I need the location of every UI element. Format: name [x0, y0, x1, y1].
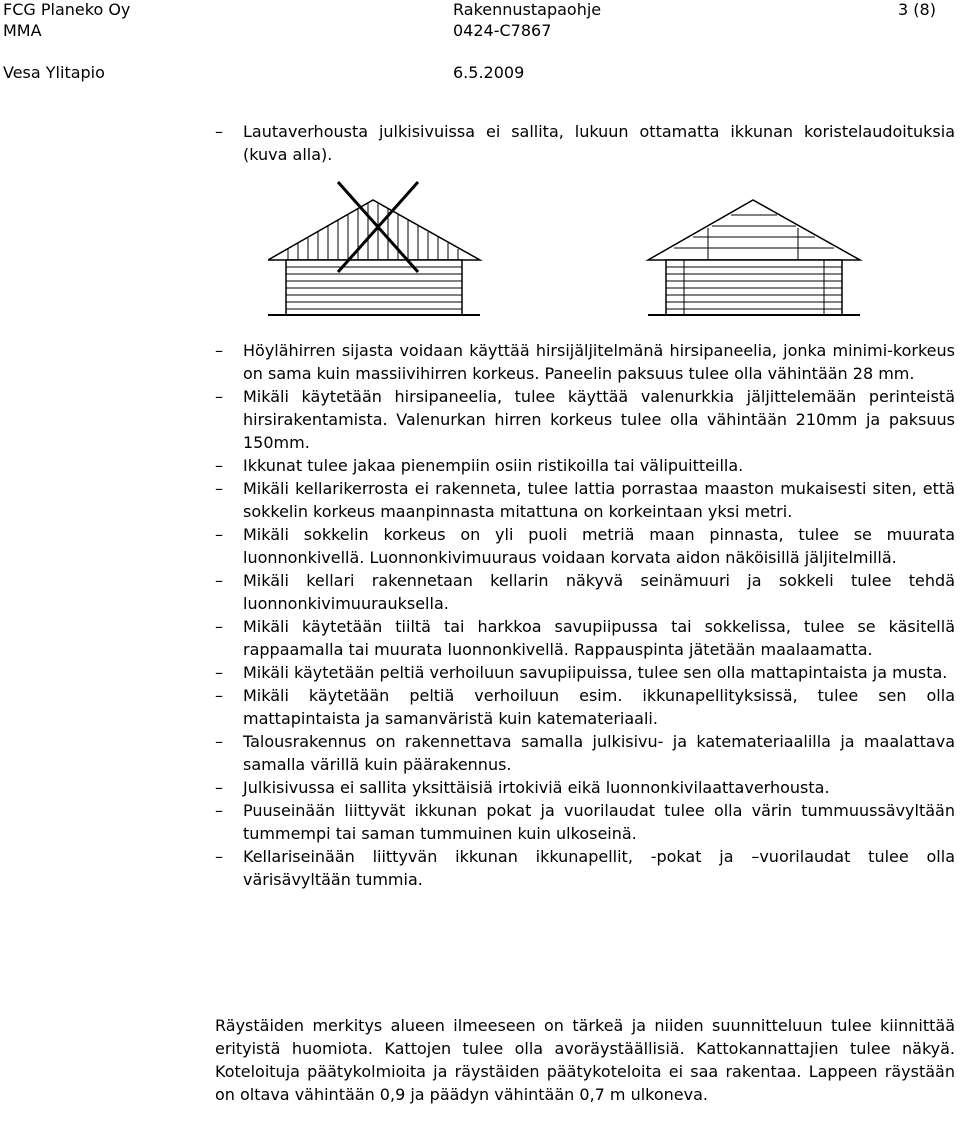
bullet-dash: –	[215, 801, 223, 820]
regulation-bullet	[215, 477, 955, 523]
header-doc-title: Rakennustapaohje	[453, 0, 602, 19]
regulation-bullet	[215, 523, 955, 569]
bullet-dash: –	[215, 571, 223, 590]
bullet-dash: –	[215, 122, 223, 141]
facade-illustration	[268, 180, 960, 325]
bullet-dash: –	[215, 525, 223, 544]
regulation-bullet-text: Talousrakennus on rakennettava samalla julkisivu- ja katemateriaalilla ja maalattava samalla värillä kuin päärakennus.	[243, 732, 955, 774]
regulation-bullet	[215, 339, 955, 385]
regulation-bullet-text: Mikäli kellari rakennetaan kellarin näkyvä seinämuuri ja sokkeli tulee tehdä luonnonkivimuurauksella.	[243, 571, 955, 613]
regulation-bullet-text: Mikäli kellarikerrosta ei rakenneta, tulee lattia porrastaa maaston mukaisesti siten, että sokkelin korkeus maanpinnasta mitattuna on korkeintaan yksi metri.	[243, 479, 955, 521]
regulation-bullet	[215, 661, 955, 684]
intro-bullet-text: Lautaverhousta julkisivuissa ei sallita, lukuun ottamatta ikkunan koristelaudoituksia (kuva alla).	[243, 122, 955, 164]
bullet-dash: –	[215, 686, 223, 705]
header-page-number: 3 (8)	[898, 0, 936, 19]
header-abbreviation: MMA	[3, 21, 42, 40]
facade-disallowed	[268, 182, 480, 315]
regulation-bullet	[215, 569, 955, 615]
bullet-dash: –	[215, 341, 223, 360]
bullet-dash: –	[215, 732, 223, 751]
bullet-dash: –	[215, 479, 223, 498]
regulation-bullet	[215, 799, 955, 845]
bullet-dash: –	[215, 663, 223, 682]
regulation-bullet-text: Mikäli käytetään hirsipaneelia, tulee käyttää valenurkkia jäljittelemään perinteistä hirsirakentamista. Valenurkan hirren korkeus tulee olla vähintään 210mm ja paksuus 150mm.	[243, 387, 955, 452]
regulation-bullet	[215, 454, 955, 477]
bullet-dash: –	[215, 387, 223, 406]
regulation-list	[215, 339, 955, 891]
regulation-bullet	[215, 776, 955, 799]
bullet-dash: –	[215, 456, 223, 475]
regulation-bullet	[215, 684, 955, 730]
regulation-bullet-text: Mikäli käytetään tiiltä tai harkkoa savupiipussa tai sokkelissa, tulee se käsitellä rappaamalla tai muurata luonnonkivellä. Rappauspinta jätetään maalaamatta.	[243, 617, 955, 659]
header-date: 6.5.2009	[453, 63, 525, 82]
regulation-bullet-text: Julkisivussa ei sallita yksittäisiä irtokiviä eikä luonnonkivilaattaverhousta.	[243, 778, 830, 797]
facade-allowed	[648, 200, 860, 315]
regulation-bullet	[215, 730, 955, 776]
intro-bullet	[215, 120, 955, 166]
regulation-bullet	[215, 385, 955, 454]
closing-paragraph: Räystäiden merkitys alueen ilmeeseen on tärkeä ja niiden suunnitteluun tulee kiinnittää erityistä huomiota. Kattojen tulee olla avoräystäällisiä. Kattokannattajien tulee näkyä. Koteloituja päätykolmioita ja räystäiden päätykoteloita ei saa rakentaa. Lappeen räystään on oltava vähintään 0,9 ja päädyn vähintään 0,7 m ulkoneva.	[215, 1016, 955, 1104]
regulation-bullet-text: Mikäli sokkelin korkeus on yli puoli metriä maan pinnasta, tulee se muurata luonnonkivellä. Luonnonkivimuuraus voidaan korvata aidon näköisillä jäljitelmillä.	[243, 525, 955, 567]
regulation-bullet	[215, 845, 955, 891]
regulation-bullet-text: Ikkunat tulee jakaa pienempiin osiin ristikoilla tai välipuitteilla.	[243, 456, 744, 475]
regulation-bullet-text: Puuseinään liittyvät ikkunan pokat ja vuorilaudat tulee olla värin tummuussävyltään tummempi tai saman tummuinen kuin ulkoseinä.	[243, 801, 955, 843]
header-company: FCG Planeko Oy	[3, 0, 131, 19]
regulation-bullet-text: Kellariseinään liittyvän ikkunan ikkunapellit, -pokat ja –vuorilaudat tulee olla värisävyltään tummia.	[243, 847, 955, 889]
regulation-bullet-text: Mikäli käytetään peltiä verhoiluun savupiipuissa, tulee sen olla mattapintaista ja musta.	[243, 663, 948, 682]
regulation-bullet	[215, 615, 955, 661]
header-doc-code: 0424-C7867	[453, 21, 552, 40]
regulation-bullet-text: Höylähirren sijasta voidaan käyttää hirsijäljitelmänä hirsipaneelia, jonka minimi-korkeus on sama kuin massiivihirren korkeus. Paneelin paksuus tulee olla vähintään 28 mm.	[243, 341, 955, 383]
intro-list	[215, 120, 955, 166]
regulation-bullet-text: Mikäli käytetään peltiä verhoiluun esim. ikkunapellityksissä, tulee sen olla mattapintaista ja samanväristä kuin katemateriaali.	[243, 686, 955, 728]
bullet-dash: –	[215, 617, 223, 636]
bullet-dash: –	[215, 847, 223, 866]
header-author: Vesa Ylitapio	[3, 63, 105, 82]
bullet-dash: –	[215, 778, 223, 797]
